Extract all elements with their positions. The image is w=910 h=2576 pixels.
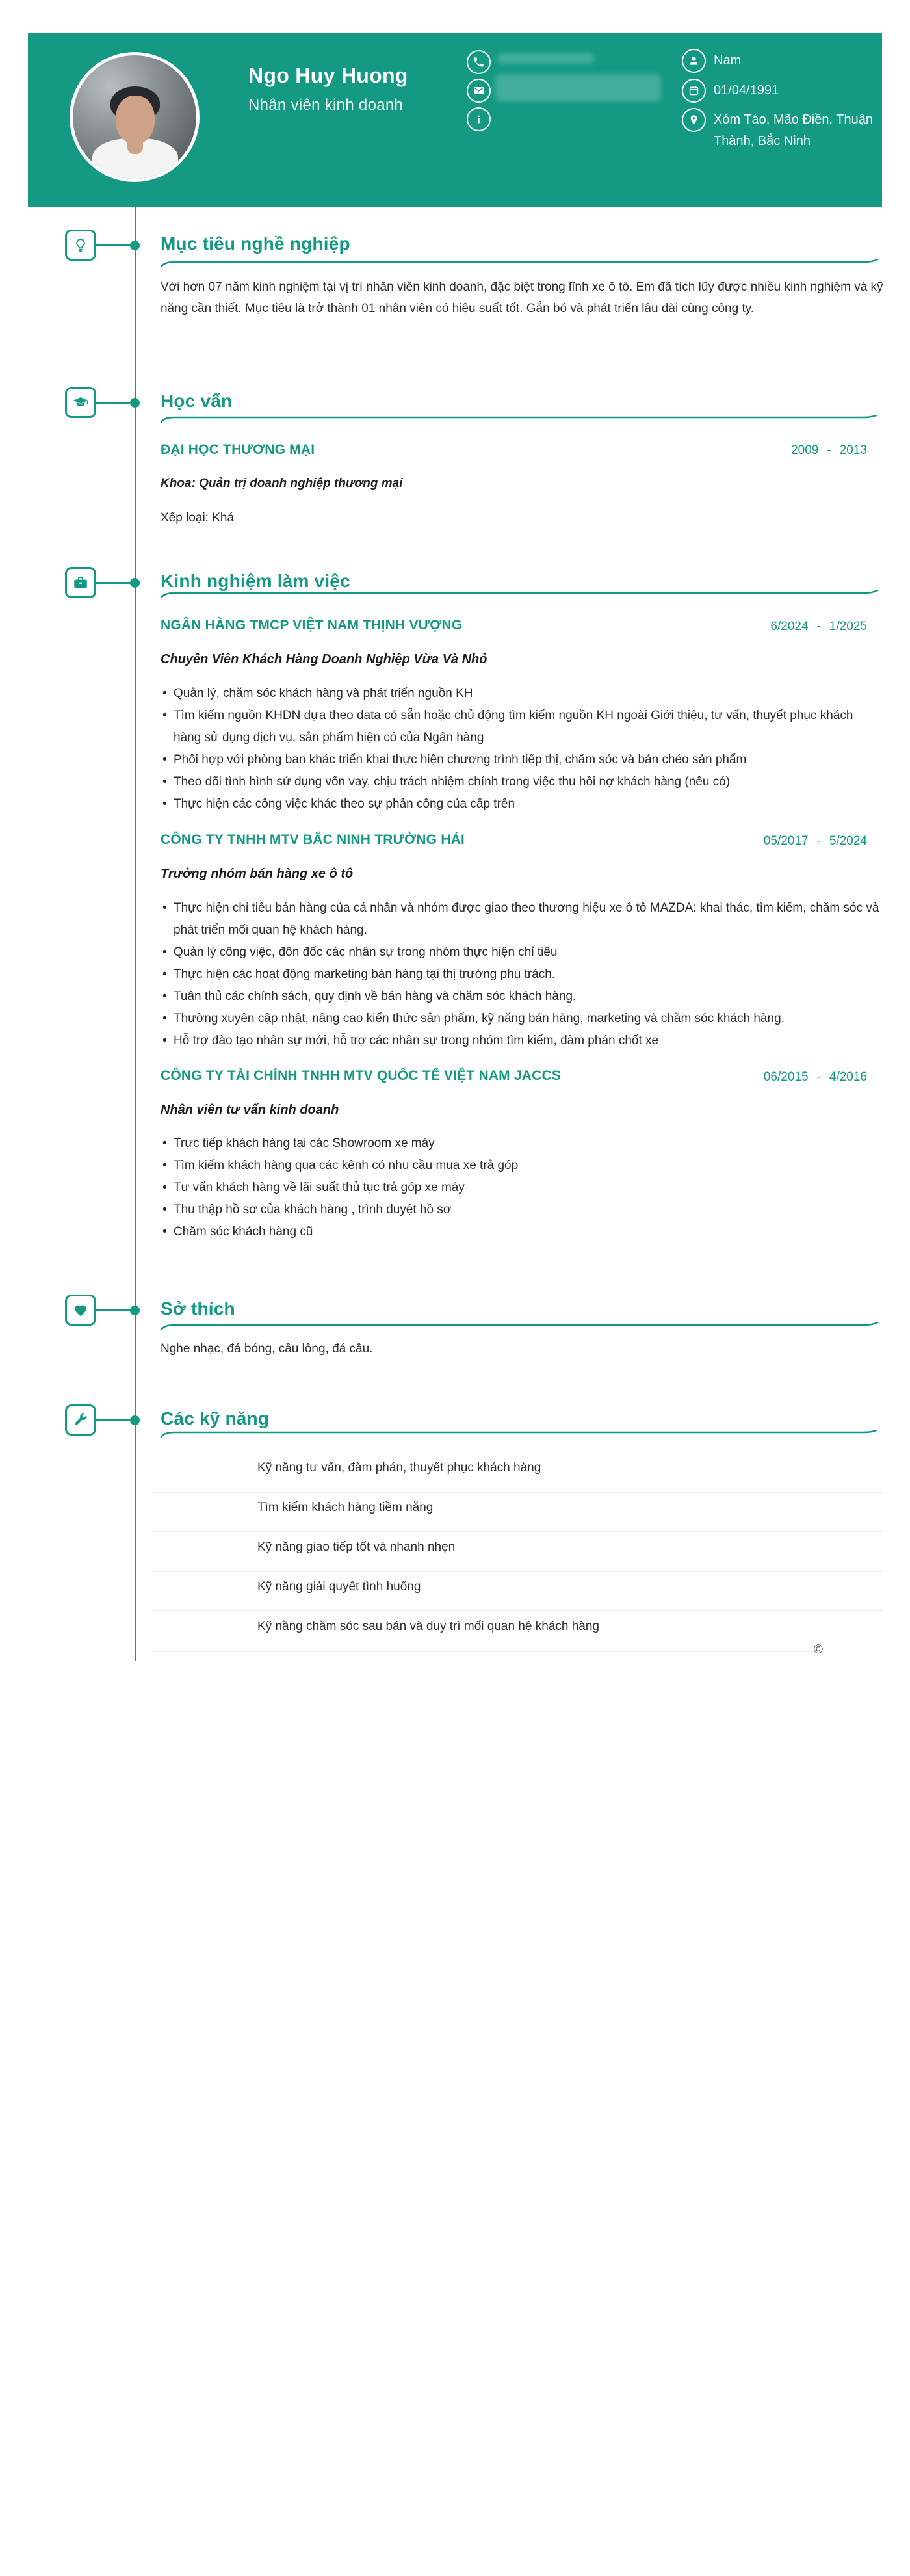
bullet-item	[162, 771, 883, 793]
hobbies-text: Nghe nhạc, đá bóng, cầu lông, đá cầu.	[161, 1342, 373, 1356]
bullet-marker: •	[162, 990, 167, 1003]
redacted-phone-number	[497, 53, 595, 64]
bullet-text: Theo dõi tình hình sử dụng vốn vay, chịu trách nhiệm chính trong việc thu hồi nợ khách hàng (nếu có)	[174, 775, 731, 789]
mail-icon	[467, 79, 491, 103]
company-name: CÔNG TY TNHH MTV BẮC NINH TRƯỜNG HẢI	[161, 832, 465, 847]
heading-underline	[159, 590, 883, 598]
company-name: CÔNG TY TÀI CHÍNH TNHH MTV QUỐC TẾ VIỆT NAM JACCS	[161, 1068, 562, 1083]
lightbulb-icon	[65, 230, 96, 261]
timeline-dot	[130, 398, 140, 408]
date-start: 2009	[791, 443, 819, 457]
heading-underline	[159, 259, 883, 267]
bullet-text: Thực hiện các công việc khác theo sự phân công của cấp trên	[174, 797, 515, 811]
bullet-text: Tư vấn khách hàng về lãi suất thủ tục trả góp xe máy	[174, 1181, 465, 1194]
job-title: Trưởng nhóm bán hàng xe ô tô	[161, 867, 354, 881]
bullet-marker: •	[162, 1034, 167, 1047]
bullet-text: Thường xuyên cập nhật, nâng cao kiến thức sản phẩm, kỹ năng bán hàng, marketing và chăm sóc khách hàng.	[174, 1012, 785, 1025]
date-start: 05/2017	[763, 834, 809, 848]
bullet-item	[162, 1221, 883, 1243]
bullet-item	[162, 1199, 883, 1221]
bullet-item	[162, 749, 883, 771]
education-grade: Xếp loại: Khá	[161, 511, 235, 525]
bullet-text: Hỗ trợ đào tạo nhân sự mới, hỗ trợ các nhân sự trong nhóm tìm kiếm, đàm phán chốt xe	[174, 1034, 659, 1047]
date-end: 1/2025	[829, 620, 867, 633]
bullet-marker: •	[162, 687, 167, 700]
avatar-face	[116, 96, 155, 144]
bullet-text: Thu thập hồ sơ của khách hàng , trình duyệt hồ sơ	[174, 1203, 452, 1216]
skill-item: Kỹ năng tư vấn, đàm phán, thuyết phục khách hàng	[152, 1455, 883, 1493]
heading-underline	[159, 1322, 883, 1330]
header-band	[28, 33, 882, 207]
skill-item: Kỹ năng giao tiếp tốt và nhanh nhẹn	[152, 1534, 883, 1572]
bullet-item	[162, 964, 883, 986]
timeline-connector	[95, 1419, 133, 1421]
job-title: Chuyên Viên Khách Hàng Doanh Nghiệp Vừa Và Nhỏ	[161, 652, 488, 666]
date-start: 06/2015	[763, 1070, 809, 1084]
bullet-marker: •	[162, 709, 167, 722]
timeline-connector	[95, 1309, 133, 1311]
section-heading-skills: Các kỹ năng	[161, 1408, 270, 1428]
bullet-text: Chăm sóc khách hàng cũ	[174, 1225, 313, 1239]
bullet-item	[162, 793, 883, 815]
bullet-text: Thực hiện chỉ tiêu bán hàng của cá nhân và nhóm được giao theo thương hiệu xe ô tô MAZDA: khai thác, tìm kiếm, chăm sóc và phát triển mối quan hệ khách hàng.	[174, 901, 879, 937]
bullet-item	[162, 986, 883, 1008]
bullet-item	[162, 1155, 883, 1177]
bullet-item	[162, 683, 883, 705]
company-name: NGÂN HÀNG TMCP VIỆT NAM THỊNH VƯỢNG	[161, 618, 463, 633]
bullet-item	[162, 941, 883, 964]
redacted-email	[495, 74, 661, 101]
calendar-icon	[682, 79, 706, 103]
bullet-item	[162, 705, 883, 749]
person-name: Ngo Huy Huong	[248, 64, 408, 87]
bullet-text: Tìm kiếm nguồn KHDN dựa theo data có sẵn hoặc chủ động tìm kiếm nguồn KH ngoài Giới thiệu, tư vấn, thuyết phục khách hàng sử dụng dịch vụ, sản phẩm hiện có của Ngân hàng	[174, 709, 853, 744]
timeline-dot	[130, 241, 140, 250]
bullet-marker: •	[162, 797, 167, 811]
date-end: 4/2016	[829, 1070, 867, 1084]
school-name: ĐẠI HỌC THƯƠNG MẠI	[161, 442, 315, 457]
phone-icon	[467, 50, 491, 74]
date-dash: -	[816, 834, 821, 848]
bullet-item	[162, 1008, 883, 1030]
education-dates	[791, 443, 867, 458]
bullet-text: Quản lý, chăm sóc khách hàng và phát triển nguồn KH	[174, 687, 473, 700]
timeline-connector	[95, 582, 133, 584]
bullet-item	[162, 1030, 883, 1052]
bullet-marker: •	[162, 1137, 167, 1150]
birthdate-value: 01/04/1991	[714, 83, 779, 98]
bullet-text: Tìm kiếm khách hàng qua các kênh có nhu cầu mua xe trả góp	[174, 1159, 519, 1172]
job-bullet-list	[162, 683, 883, 815]
date-start: 6/2024	[770, 620, 809, 633]
bullet-marker: •	[162, 1225, 167, 1239]
avatar-collar	[127, 137, 143, 154]
job-dates	[764, 1070, 867, 1084]
section-heading-experience: Kinh nghiệm làm việc	[161, 571, 350, 591]
gender-value: Nam	[714, 53, 742, 68]
date-dash: -	[827, 443, 831, 457]
timeline-dot	[130, 1415, 140, 1425]
bullet-marker: •	[162, 901, 167, 915]
bullet-text: Tuân thủ các chính sách, quy định về bán hàng và chăm sóc khách hàng.	[174, 990, 577, 1003]
location-icon	[682, 108, 706, 132]
wrench-icon	[65, 1404, 96, 1436]
bullet-item	[162, 1177, 883, 1199]
bullet-marker: •	[162, 1012, 167, 1025]
bullet-marker: •	[162, 1203, 167, 1216]
timeline-dot	[130, 1306, 140, 1315]
heading-underline	[159, 415, 883, 423]
person-icon	[682, 49, 706, 73]
job-title: Nhân viên tư vấn kinh doanh	[161, 1103, 339, 1117]
section-heading-objective: Mục tiêu nghề nghiệp	[161, 233, 350, 254]
job-bullet-list	[162, 897, 883, 1052]
section-heading-hobbies: Sở thích	[161, 1298, 235, 1319]
job-dates	[764, 834, 867, 848]
address-value: Xóm Táo, Mão Điền, Thuận Thành, Bắc Ninh	[714, 112, 873, 148]
timeline-connector	[95, 402, 133, 404]
timeline-dot	[130, 578, 140, 588]
bullet-text: Thực hiện các hoạt động marketing bán hàng tại thị trường phụ trách.	[174, 967, 556, 981]
heading-underline	[159, 1430, 883, 1438]
skills-last-separator	[152, 1651, 814, 1652]
skill-item: Kỹ năng giải quyết tình huống	[152, 1574, 883, 1611]
section-heading-education: Học vấn	[161, 391, 233, 411]
date-end: 2013	[839, 443, 867, 457]
profile-photo	[70, 52, 200, 182]
bullet-marker: •	[162, 967, 167, 981]
person-job-title: Nhân viên kinh doanh	[248, 96, 404, 114]
bullet-text: Phối hợp với phòng ban khác triển khai thực hiện chương trình tiếp thị, chăm sóc và bán chéo sản phẩm	[174, 753, 747, 767]
timeline-line	[135, 207, 136, 1661]
graduation-cap-icon	[65, 387, 96, 418]
bullet-marker: •	[162, 1181, 167, 1194]
date-dash: -	[816, 1070, 821, 1084]
bullet-marker: •	[162, 945, 167, 959]
skill-item: Kỹ năng chăm sóc sau bán và duy trì mối quan hệ khách hàng	[257, 1620, 599, 1633]
copyright-mark: ©	[814, 1643, 823, 1657]
bullet-item	[162, 1133, 883, 1155]
bullet-marker: •	[162, 1159, 167, 1172]
timeline-connector	[95, 244, 133, 246]
job-dates	[770, 620, 867, 634]
bullet-marker: •	[162, 775, 167, 789]
bullet-marker: •	[162, 753, 167, 767]
education-major: Khoa: Quản trị doanh nghiệp thương mại	[161, 477, 403, 490]
bullet-text: Trực tiếp khách hàng tại các Showroom xe máy	[174, 1137, 435, 1150]
bullet-text: Quản lý công việc, đôn đốc các nhân sự trong nhóm thực hiện chỉ tiêu	[174, 945, 558, 959]
briefcase-icon	[65, 567, 96, 598]
skill-item: Tìm kiếm khách hàng tiềm năng	[152, 1495, 883, 1532]
date-dash: -	[816, 620, 821, 633]
heart-icon	[65, 1295, 96, 1326]
bullet-item	[162, 897, 883, 941]
info-icon	[467, 107, 491, 131]
objective-text: Với hơn 07 năm kinh nghiệm tại vị trí nhân viên kinh doanh, đặc biệt trong lĩnh xe ô tô. Em đã tích lũy được nhiều kinh nghiệm và kỹ năng cần thiết. Mục tiêu là trở thành 01 nhân viên có hiệu suất tốt. Gắn bó và phát triển lâu dài cùng công ty.	[161, 280, 883, 315]
job-bullet-list	[162, 1133, 883, 1243]
date-end: 5/2024	[829, 834, 867, 848]
